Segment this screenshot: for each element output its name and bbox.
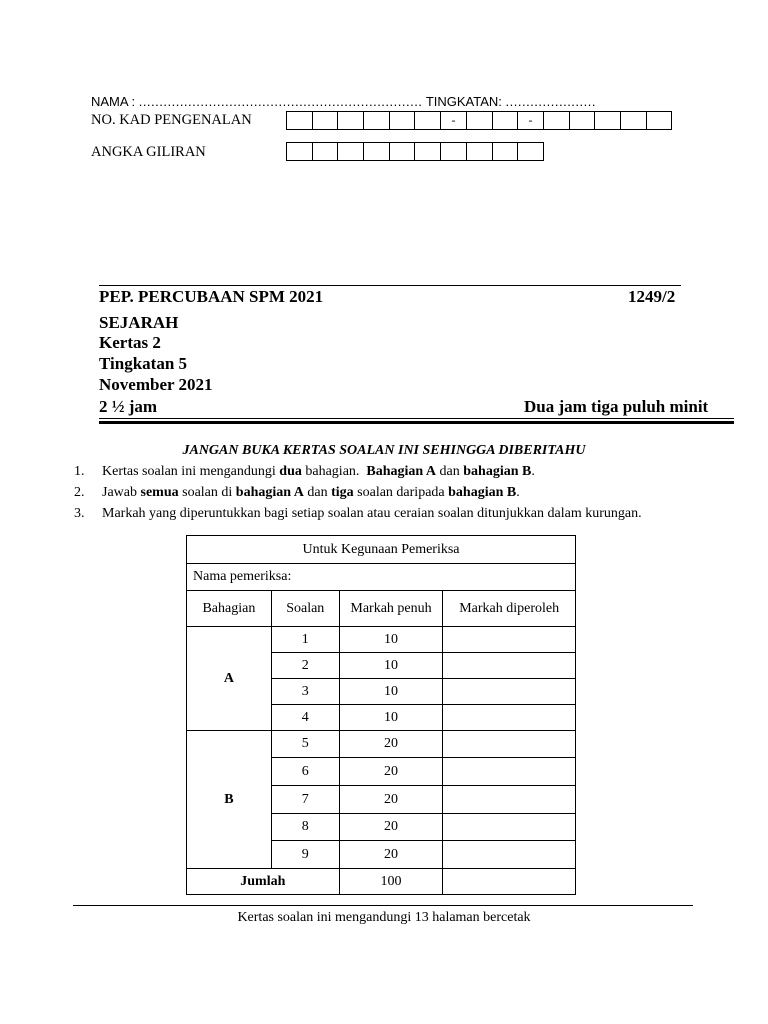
header-bahagian: Bahagian — [187, 591, 272, 627]
exam-paper: Kertas 2 — [99, 333, 161, 352]
question-number: 4 — [271, 705, 339, 731]
title-top-rule — [99, 285, 681, 286]
instruction-text: Markah yang diperuntukkan bagi setiap soalan atau ceraian soalan ditunjukkan dalam kurungan. — [102, 506, 642, 521]
total-value: 100 — [339, 869, 443, 895]
marks-obtained-cell[interactable] — [443, 679, 576, 705]
full-marks: 20 — [339, 758, 443, 786]
instruction-number: 2. — [74, 485, 85, 500]
full-marks: 10 — [339, 627, 443, 653]
marks-obtained-cell[interactable] — [443, 627, 576, 653]
ic-box[interactable] — [312, 111, 339, 130]
footer-text: Kertas soalan ini mengandungi 13 halaman bercetak — [237, 910, 531, 925]
footer-rule — [73, 905, 693, 906]
table-row — [187, 627, 576, 653]
title-bottom-rule-thin — [99, 418, 734, 419]
full-marks: 20 — [339, 786, 443, 814]
ic-box[interactable] — [569, 111, 596, 130]
ic-box[interactable] — [620, 111, 647, 130]
instruction-number: 1. — [74, 464, 85, 479]
ic-label: NO. KAD PENGENALAN — [91, 112, 252, 128]
nama-label: NAMA : — [91, 94, 136, 109]
instruction-number: 3. — [74, 506, 85, 521]
ic-box[interactable] — [389, 111, 416, 130]
instruction-item — [74, 464, 535, 480]
ic-boxes[interactable] — [287, 111, 672, 130]
exam-form: Tingkatan 5 — [99, 354, 188, 373]
name-line — [91, 94, 596, 109]
ic-box[interactable] — [414, 111, 441, 130]
title-bottom-rule-thick — [99, 421, 734, 424]
table-row — [187, 731, 576, 758]
total-row — [187, 869, 576, 895]
question-number: 3 — [271, 679, 339, 705]
marks-obtained-cell[interactable] — [443, 814, 576, 841]
question-number: 5 — [271, 731, 339, 758]
question-number: 6 — [271, 758, 339, 786]
ic-box[interactable] — [646, 111, 673, 130]
tingkatan-field[interactable]: ...................... — [505, 94, 596, 109]
giliran-label: ANGKA GILIRAN — [91, 144, 206, 160]
ic-box[interactable]: - — [517, 111, 544, 130]
nama-field[interactable]: ..................................................................... — [138, 94, 423, 109]
full-marks: 20 — [339, 731, 443, 758]
giliran-box[interactable] — [492, 142, 519, 161]
tingkatan-label: TINGKATAN: — [425, 94, 502, 109]
ic-box[interactable] — [466, 111, 493, 130]
examiner-name-field[interactable]: Nama pemeriksa: — [187, 564, 576, 591]
marks-obtained-cell[interactable] — [443, 731, 576, 758]
instruction-item — [74, 485, 520, 501]
giliran-box[interactable] — [286, 142, 313, 161]
full-marks: 10 — [339, 705, 443, 731]
full-marks: 20 — [339, 841, 443, 869]
instruction-text: Jawab semua soalan di bahagian A dan tiga soalan daripada bahagian B. — [102, 485, 520, 500]
giliran-box[interactable] — [440, 142, 467, 161]
giliran-box[interactable] — [517, 142, 544, 161]
ic-box[interactable] — [492, 111, 519, 130]
question-number: 1 — [271, 627, 339, 653]
exam-code: 1249/2 — [628, 287, 676, 306]
ic-box[interactable] — [594, 111, 621, 130]
section-b-label: B — [187, 731, 272, 869]
marks-obtained-cell[interactable] — [443, 705, 576, 731]
question-number: 2 — [271, 653, 339, 679]
examiner-table — [186, 535, 576, 895]
giliran-box[interactable] — [466, 142, 493, 161]
question-number: 8 — [271, 814, 339, 841]
marks-obtained-cell[interactable] — [443, 653, 576, 679]
ic-box[interactable]: - — [440, 111, 467, 130]
full-marks: 20 — [339, 814, 443, 841]
giliran-box[interactable] — [337, 142, 364, 161]
ic-box[interactable] — [286, 111, 313, 130]
exam-duration-short: 2 ½ jam — [99, 397, 158, 416]
question-number: 7 — [271, 786, 339, 814]
instruction-item — [74, 506, 642, 522]
instructions-heading: JANGAN BUKA KERTAS SOALAN INI SEHINGGA DIBERITAHU — [182, 443, 586, 458]
marks-obtained-cell[interactable] — [443, 841, 576, 869]
giliran-box[interactable] — [389, 142, 416, 161]
giliran-boxes[interactable] — [287, 142, 544, 161]
table-title: Untuk Kegunaan Pemeriksa — [187, 536, 576, 564]
giliran-box[interactable] — [363, 142, 390, 161]
ic-box[interactable] — [543, 111, 570, 130]
header-soalan: Soalan — [271, 591, 339, 627]
question-number: 9 — [271, 841, 339, 869]
full-marks: 10 — [339, 679, 443, 705]
marks-obtained-cell[interactable] — [443, 786, 576, 814]
exam-subject: SEJARAH — [99, 313, 179, 332]
exam-date: November 2021 — [99, 375, 213, 394]
exam-duration-long: Dua jam tiga puluh minit — [524, 397, 709, 416]
section-a-label: A — [187, 627, 272, 731]
full-marks: 10 — [339, 653, 443, 679]
ic-box[interactable] — [337, 111, 364, 130]
instruction-text: Kertas soalan ini mengandungi dua bahagian. Bahagian A dan bahagian B. — [102, 464, 535, 479]
total-obtained-cell[interactable] — [443, 869, 576, 895]
ic-box[interactable] — [363, 111, 390, 130]
exam-name: PEP. PERCUBAAN SPM 2021 — [99, 287, 324, 306]
giliran-box[interactable] — [414, 142, 441, 161]
header-markah-penuh: Markah penuh — [339, 591, 443, 627]
marks-obtained-cell[interactable] — [443, 758, 576, 786]
header-markah-diperoleh: Markah diperoleh — [443, 591, 576, 627]
giliran-box[interactable] — [312, 142, 339, 161]
total-label: Jumlah — [187, 869, 340, 895]
